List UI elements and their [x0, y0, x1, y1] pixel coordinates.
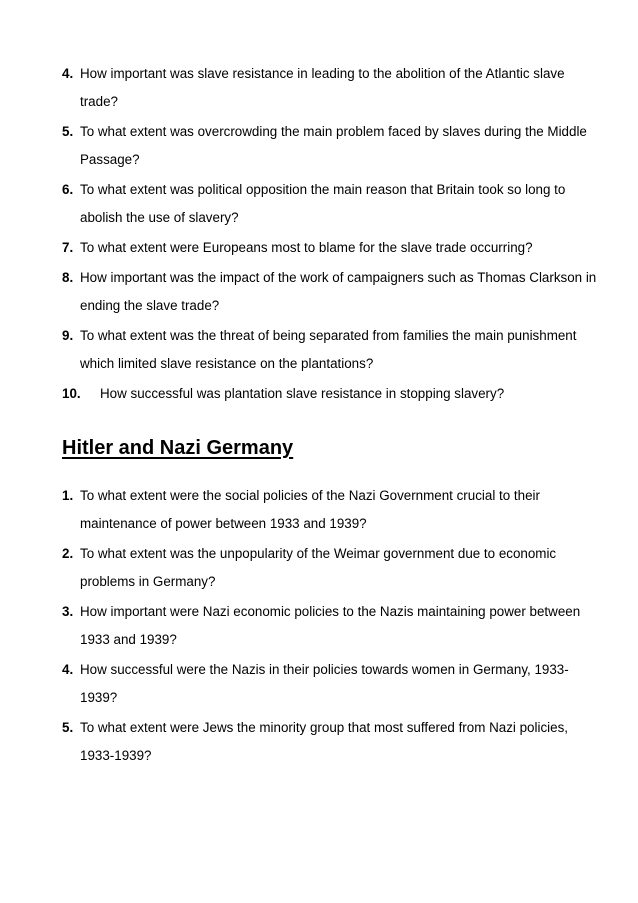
question-text: To what extent were Jews the minority group that most suffered from Nazi policies, 1933-1939?: [80, 720, 568, 763]
question-text: How important was the impact of the work of campaigners such as Thomas Clarkson in ending the slave trade?: [80, 270, 597, 313]
question-number: 9.: [62, 328, 74, 343]
document-page: [62, 60, 602, 772]
question-text: To what extent was the threat of being separated from families the main punishment which limited slave resistance on the plantations?: [80, 328, 577, 371]
question-number: 4.: [62, 66, 74, 81]
question-number: 4.: [62, 662, 74, 677]
list-item: [62, 176, 602, 232]
question-number: 1.: [62, 488, 74, 503]
question-text: How important were Nazi economic policies to the Nazis maintaining power between 1933 and 1939?: [80, 604, 581, 647]
question-text: How important was slave resistance in leading to the abolition of the Atlantic slave trade?: [80, 66, 565, 109]
list-item: [62, 60, 602, 116]
question-text: To what extent were the social policies of the Nazi Government crucial to their maintenance of power between 1933 and 1939?: [80, 488, 540, 531]
question-number: 10.: [62, 386, 81, 401]
section-heading: Hitler and Nazi Germany: [62, 437, 294, 459]
list-item: [62, 380, 602, 408]
list-item: [62, 714, 602, 770]
list-item: [62, 482, 602, 538]
list-item: [62, 264, 602, 320]
question-number: 3.: [62, 604, 74, 619]
list-item: [62, 322, 602, 378]
slavery-question-list: [62, 60, 602, 408]
list-item: [62, 656, 602, 712]
list-item: [62, 234, 602, 262]
question-text: To what extent was political opposition the main reason that Britain took so long to abolish the use of slavery?: [80, 182, 566, 225]
list-item: [62, 118, 602, 174]
question-number: 8.: [62, 270, 74, 285]
list-item: [62, 540, 602, 596]
question-number: 7.: [62, 240, 74, 255]
question-number: 2.: [62, 546, 74, 561]
question-text: To what extent was overcrowding the main problem faced by slaves during the Middle Passage?: [80, 124, 587, 167]
question-text: How successful was plantation slave resistance in stopping slavery?: [100, 386, 505, 401]
question-text: To what extent was the unpopularity of the Weimar government due to economic problems in Germany?: [80, 546, 557, 589]
question-number: 6.: [62, 182, 74, 197]
question-number: 5.: [62, 124, 74, 139]
nazi-question-list: [62, 482, 602, 770]
list-item: [62, 598, 602, 654]
question-text: To what extent were Europeans most to blame for the slave trade occurring?: [80, 240, 533, 255]
question-text: How successful were the Nazis in their policies towards women in Germany, 1933-1939?: [80, 662, 569, 705]
question-number: 5.: [62, 720, 74, 735]
